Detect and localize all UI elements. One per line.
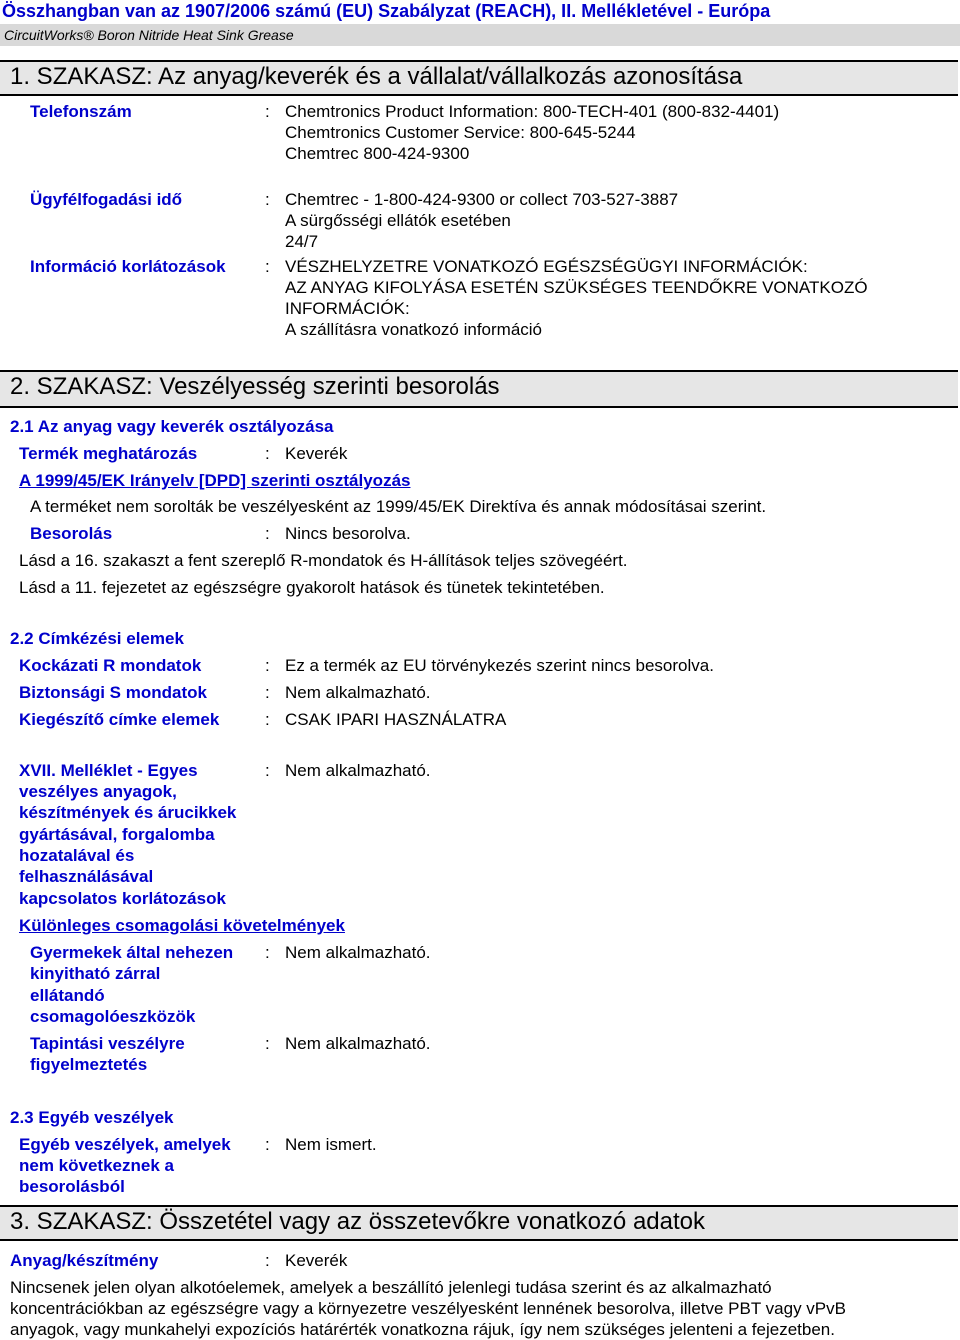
info-label: Információ korlátozások [30, 257, 226, 276]
colon: : [265, 1135, 270, 1154]
child-closure-label-1: Gyermekek által nehezen [30, 943, 234, 962]
tactile-label-2: figyelmeztetés [30, 1055, 148, 1074]
phone-line-2: Chemtronics Customer Service: 800-645-5244 [285, 123, 636, 142]
composition-paragraph-line-1: Nincsenek jelen olyan alkotóelemek, amelyek a beszállító jelenlegi tudása szerint és az alkalmazható [10, 1278, 772, 1297]
annex-xvii-label-6: felhasználásával [19, 867, 154, 886]
supplemental-value: CSAK IPARI HASZNÁLATRA [285, 710, 507, 729]
other-hazards-value: Nem ismert. [285, 1135, 377, 1154]
colon: : [265, 444, 270, 463]
annex-xvii-label-4: gyártásával, forgalomba [19, 825, 215, 844]
annex-xvii-label-5: hozatalával és [19, 846, 135, 865]
product-name-bar: CircuitWorks® Boron Nitride Heat Sink Grease [0, 24, 960, 46]
section-2-heading: 2. SZAKASZ: Veszélyesség szerinti besorolás [0, 370, 958, 408]
colon: : [265, 257, 270, 276]
info-line-3: INFORMÁCIÓK: [285, 299, 410, 318]
other-hazards-label-2: nem következnek a [19, 1156, 174, 1175]
info-line-4: A szállításra vonatkozó információ [285, 320, 543, 339]
risk-phrases-value: Ez a termék az EU törvénykezés szerint nincs besorolva. [285, 656, 714, 675]
other-hazards-label-3: besorolásból [19, 1177, 125, 1196]
document-header-title: Összhangban van az 1907/2006 számú (EU) Szabályzat (REACH), II. Mellékletével - Európa [0, 0, 960, 22]
section-1-heading: 1. SZAKASZ: Az anyag/keverék és a vállalat/vállalkozás azonosítása [0, 60, 958, 96]
colon: : [265, 943, 270, 962]
colon: : [265, 656, 270, 675]
hours-label: Ügyfélfogadási idő [30, 190, 183, 209]
risk-phrases-label: Kockázati R mondatok [19, 656, 202, 675]
composition-paragraph-line-2: koncentrációkban az egészségre vagy a környezetre veszélyesként lennének besorolva, illetve PBT vagy vPvB [10, 1299, 846, 1318]
colon: : [265, 1251, 270, 1270]
colon: : [265, 190, 270, 209]
hours-line-3: 24/7 [285, 232, 319, 251]
substance-value: Keverék [285, 1251, 348, 1270]
supplemental-label: Kiegészítő címke elemek [19, 710, 220, 729]
annex-xvii-label-2: veszélyes anyagok, [19, 782, 177, 801]
composition-paragraph-line-3: anyagok, vagy munkahelyi expozíciós határérték vonatkozna rájuk, így nem szükséges jelenteni a fejezetben. [10, 1320, 835, 1339]
dpd-text: A terméket nem sorolták be veszélyesként az 1999/45/EK Direktíva és annak módosításai szerint. [30, 497, 767, 516]
packaging-heading: Különleges csomagolási követelmények [19, 916, 345, 935]
colon: : [265, 102, 270, 121]
child-closure-value: Nem alkalmazható. [285, 943, 431, 962]
subsection-2-3: 2.3 Egyéb veszélyek [10, 1108, 174, 1127]
classification-label: Besorolás [30, 524, 113, 543]
child-closure-label-2: kinyitható zárral [30, 964, 161, 983]
child-closure-label-3: ellátandó [30, 986, 105, 1005]
annex-xvii-label-1: XVII. Melléklet - Egyes [19, 761, 198, 780]
info-line-2: AZ ANYAG KIFOLYÁSA ESETÉN SZÜKSÉGES TEENDŐKRE VONATKOZÓ [285, 278, 868, 297]
annex-xvii-value: Nem alkalmazható. [285, 761, 431, 780]
annex-xvii-label-7: kapcsolatos korlátozások [19, 889, 226, 908]
phone-line-3: Chemtrec 800-424-9300 [285, 144, 470, 163]
see-section-11: Lásd a 11. fejezetet az egészségre gyakorolt hatások és tünetek tekintetében. [19, 578, 605, 597]
substance-label: Anyag/készítmény [10, 1251, 159, 1270]
colon: : [265, 761, 270, 780]
product-definition-label: Termék meghatározás [19, 444, 198, 463]
product-definition-value: Keverék [285, 444, 348, 463]
safety-phrases-value: Nem alkalmazható. [285, 683, 431, 702]
colon: : [265, 710, 270, 729]
hours-line-2: A sürgősségi ellátók esetében [285, 211, 511, 230]
tactile-value: Nem alkalmazható. [285, 1034, 431, 1053]
colon: : [265, 524, 270, 543]
hours-line-1: Chemtrec - 1-800-424-9300 or collect 703-527-3887 [285, 190, 679, 209]
child-closure-label-4: csomagolóeszközök [30, 1007, 196, 1026]
phone-line-1: Chemtronics Product Information: 800-TECH-401 (800-832-4401) [285, 102, 780, 121]
classification-value: Nincs besorolva. [285, 524, 411, 543]
colon: : [265, 683, 270, 702]
safety-phrases-label: Biztonsági S mondatok [19, 683, 207, 702]
section-3-heading: 3. SZAKASZ: Összetétel vagy az összetevőkre vonatkozó adatok [0, 1205, 958, 1241]
colon: : [265, 1034, 270, 1053]
see-section-16: Lásd a 16. szakaszt a fent szereplő R-mondatok és H-állítások teljes szövegéért. [19, 551, 628, 570]
phone-label: Telefonszám [30, 102, 132, 121]
tactile-label-1: Tapintási veszélyre [30, 1034, 185, 1053]
info-line-1: VÉSZHELYZETRE VONATKOZÓ EGÉSZSÉGÜGYI INFORMÁCIÓK: [285, 257, 808, 276]
annex-xvii-label-3: készítmények és árucikkek [19, 803, 237, 822]
other-hazards-label-1: Egyéb veszélyek, amelyek [19, 1135, 231, 1154]
subsection-2-2: 2.2 Címkézési elemek [10, 629, 184, 648]
dpd-heading: A 1999/45/EK Irányelv [DPD] szerinti osztályozás [19, 471, 411, 490]
subsection-2-1: 2.1 Az anyag vagy keverék osztályozása [10, 417, 334, 436]
